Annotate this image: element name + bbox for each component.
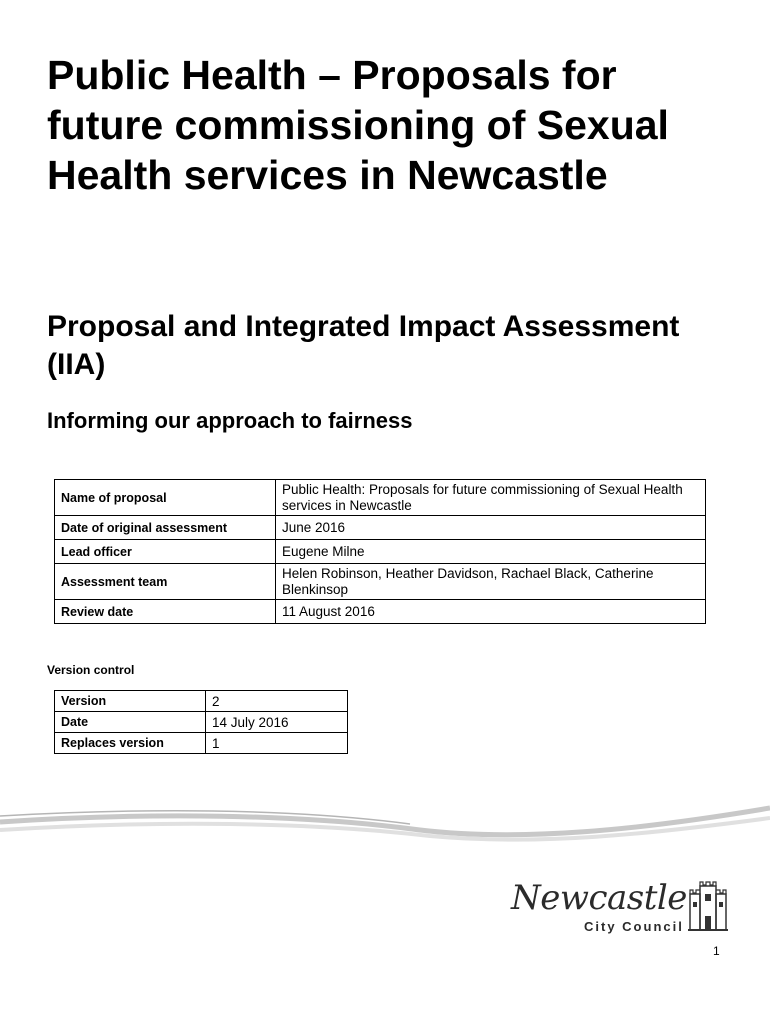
decorative-swoosh — [0, 790, 770, 850]
row-label: Name of proposal — [55, 480, 276, 516]
table-row — [55, 691, 348, 712]
row-value: Public Health: Proposals for future commissioning of Sexual Health services in Newcastle — [276, 480, 706, 516]
row-value: Eugene Milne — [276, 540, 706, 564]
document-title: Public Health – Proposals for future commissioning of Sexual Health services in Newcastle — [47, 52, 669, 198]
table-row — [55, 480, 706, 516]
row-label: Date of original assessment — [55, 516, 276, 540]
proposal-details-table — [54, 479, 706, 624]
table-row — [55, 712, 348, 733]
version-control-table — [54, 690, 348, 754]
row-label: Date — [55, 712, 206, 733]
row-label: Assessment team — [55, 564, 276, 600]
document-tagline: Informing our approach to fairness — [47, 408, 413, 433]
table-row — [55, 733, 348, 754]
newcastle-logo-wordmark: Newcastle — [511, 878, 687, 918]
row-value: 2 — [206, 691, 348, 712]
row-label: Replaces version — [55, 733, 206, 754]
table-row — [55, 540, 706, 564]
row-value: Helen Robinson, Heather Davidson, Rachael Black, Catherine Blenkinsop — [276, 564, 706, 600]
table-row — [55, 600, 706, 624]
row-value: 11 August 2016 — [276, 600, 706, 624]
row-value: 14 July 2016 — [206, 712, 348, 733]
row-label: Review date — [55, 600, 276, 624]
version-control-heading: Version control — [47, 663, 135, 677]
table-row — [55, 564, 706, 600]
table-row — [55, 516, 706, 540]
document-subtitle: Proposal and Integrated Impact Assessment (IIA) — [47, 310, 680, 381]
row-value: 1 — [206, 733, 348, 754]
page-number: 1 — [713, 944, 720, 958]
row-label: Lead officer — [55, 540, 276, 564]
city-council-label: City Council — [584, 919, 684, 934]
row-label: Version — [55, 691, 206, 712]
castle-crest-icon — [688, 880, 728, 932]
row-value: June 2016 — [276, 516, 706, 540]
